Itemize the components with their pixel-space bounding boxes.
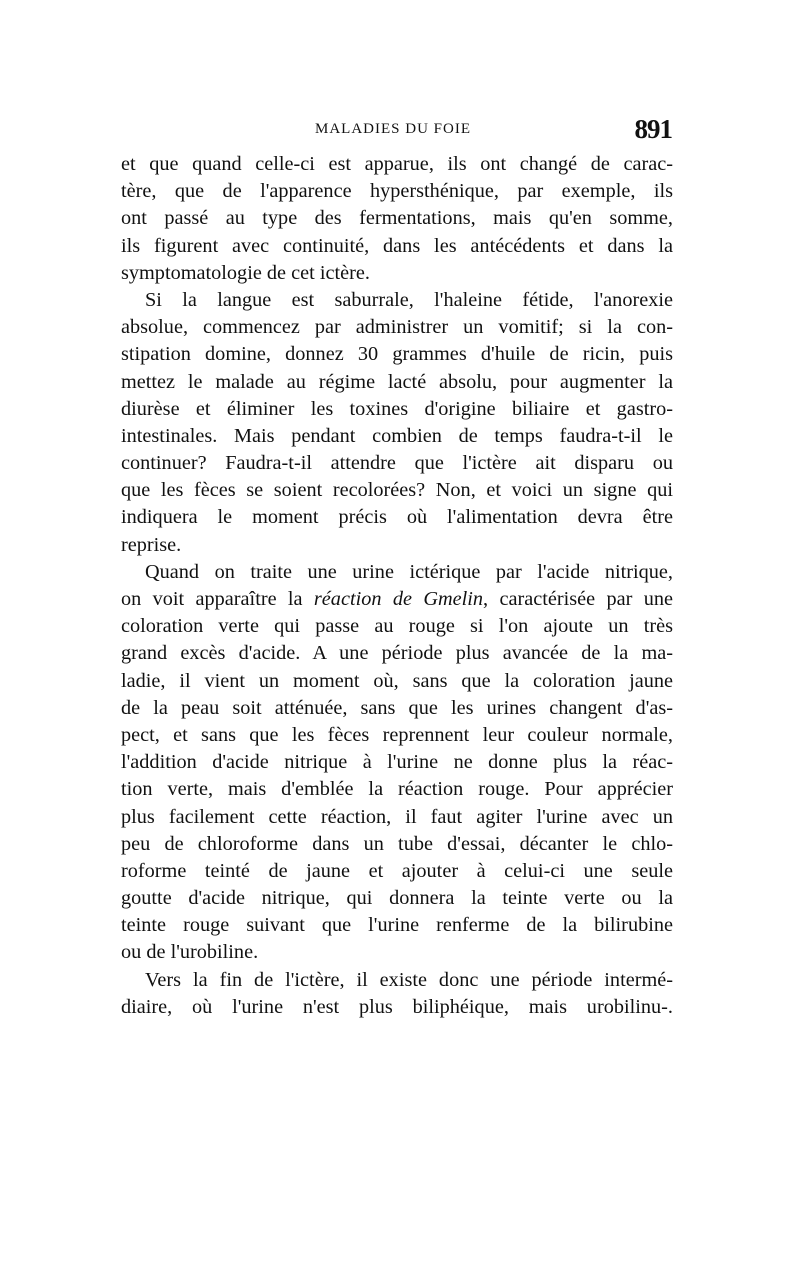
text-line: ladie, il vient un moment où, sans que la coloration jaune	[121, 669, 673, 692]
text-fragment: , caractérisée par une	[483, 588, 673, 610]
text-line: symptomatologie de cet ictère.	[121, 261, 370, 284]
text-line: absolue, commencez par administrer un vomitif; si la con-	[121, 316, 673, 339]
body-text	[121, 151, 673, 1021]
italic-term: réaction de Gmelin	[313, 588, 484, 610]
text-line: mettez le malade au régime lacté absolu, pour augmenter la	[121, 370, 673, 393]
running-head	[122, 114, 672, 144]
text-line: que les fèces se soient recolorées? Non, et voici un signe qui	[121, 479, 673, 502]
text-line: tion verte, mais d'emblée la réaction rouge. Pour apprécier	[121, 778, 673, 801]
text-line: tère, que de l'apparence hypersthénique, par exemple, ils	[121, 180, 673, 203]
text-line: stipation domine, donnez 30 grammes d'huile de ricin, puis	[121, 343, 673, 366]
text-line: roforme teinté de jaune et ajouter à celui-ci une seule	[121, 859, 673, 882]
text-line: ou de l'urobiline.	[121, 941, 259, 964]
text-line: Quand on traite une urine ictérique par l'acide nitrique,	[145, 560, 673, 583]
text-line: grand excès d'acide. A une période plus avancée de la ma-	[121, 642, 673, 665]
text-line: ils figurent avec continuité, dans les antécédents et dans la	[121, 234, 673, 257]
text-line: diaire, où l'urine n'est plus biliphéique, mais urobilinu-.	[121, 995, 673, 1018]
text-line: peu de chloroforme dans un tube d'essai, décanter le chlo-	[121, 832, 673, 855]
text-line: plus facilement cette réaction, il faut agiter l'urine avec un	[121, 805, 673, 828]
text-line: l'addition d'acide nitrique à l'urine ne donne plus la réac-	[121, 751, 673, 774]
text-line: teinte rouge suivant que l'urine renferme de la bilirubine	[121, 914, 673, 937]
text-line: intestinales. Mais pendant combien de temps faudra-t-il le	[121, 424, 673, 447]
text-line: continuer? Faudra-t-il attendre que l'ictère ait disparu ou	[121, 452, 673, 475]
text-line-with-italic	[121, 586, 673, 613]
page-number: 891	[634, 114, 672, 144]
text-line: Vers la fin de l'ictère, il existe donc une période intermé-	[145, 968, 673, 991]
text-line: reprise.	[121, 533, 182, 556]
text-fragment: on voit apparaître la	[121, 588, 314, 610]
text-line: et que quand celle-ci est apparue, ils ont changé de carac-	[121, 153, 673, 175]
text-line: pect, et sans que les fèces reprennent leur couleur normale,	[121, 723, 673, 746]
text-line: de la peau soit atténuée, sans que les urines changent d'as-	[121, 696, 673, 719]
text-line: indiquera le moment précis où l'alimentation devra être	[121, 506, 673, 529]
running-title: MALADIES DU FOIE	[315, 121, 471, 137]
text-line: diurèse et éliminer les toxines d'origine biliaire et gastro-	[121, 397, 673, 420]
text-line: coloration verte qui passe au rouge si l'on ajoute un très	[121, 615, 673, 638]
text-line: Si la langue est saburrale, l'haleine fétide, l'anorexie	[145, 288, 673, 311]
text-line: goutte d'acide nitrique, qui donnera la teinte verte ou la	[121, 887, 673, 910]
text-line: ont passé au type des fermentations, mais qu'en somme,	[121, 207, 673, 230]
